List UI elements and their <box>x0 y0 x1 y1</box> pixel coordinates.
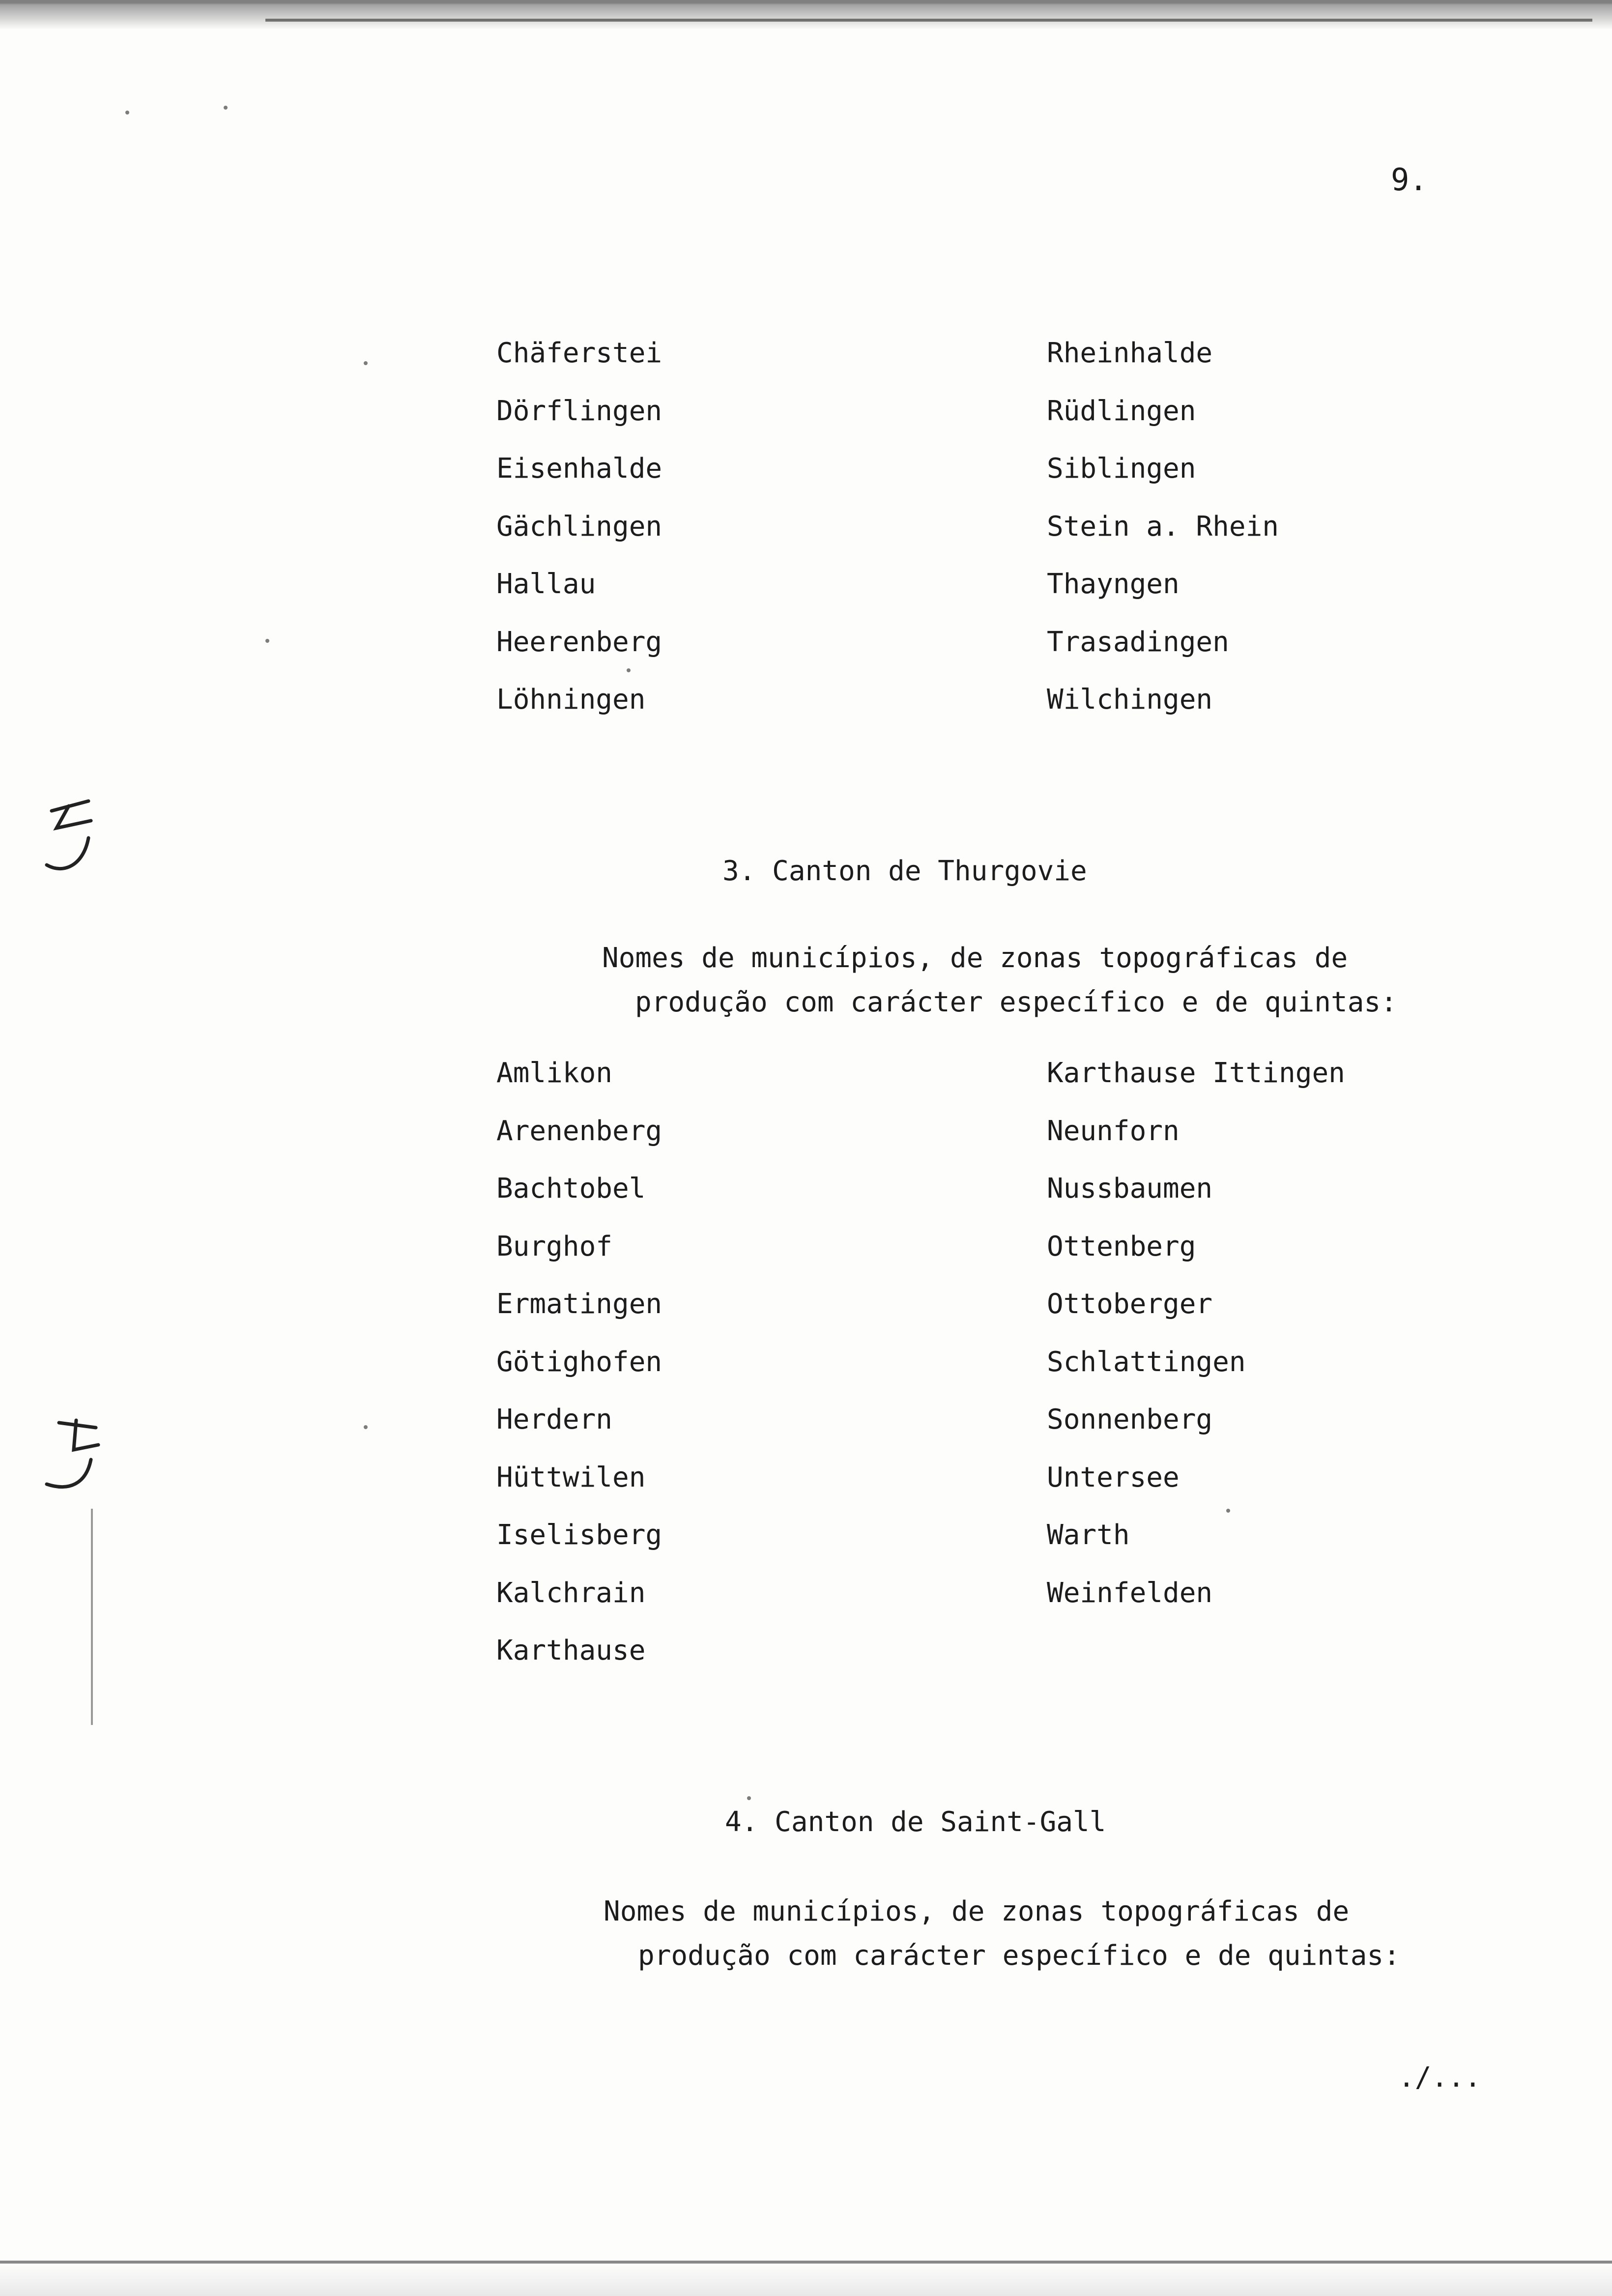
list-item: Amlikon <box>496 1057 613 1089</box>
list-item: Hüttwilen <box>496 1461 646 1493</box>
list-item: Ottoberger <box>1047 1288 1213 1320</box>
scan-speck <box>364 361 368 365</box>
scan-speck <box>364 1425 368 1429</box>
section-4-intro-line-2: produção com carácter específico e de quintas: <box>638 1940 1400 1972</box>
list-item: Herdern <box>496 1404 613 1435</box>
list-item: Karthause <box>496 1635 646 1666</box>
scan-top-line <box>265 19 1592 22</box>
list-item: Burghof <box>496 1230 613 1263</box>
margin-vertical-line <box>91 1509 93 1725</box>
list-item: Ottenberg <box>1047 1230 1196 1263</box>
section-4-heading: 4. Canton de Saint-Gall <box>725 1806 1106 1838</box>
list-item: Weinfelden <box>1047 1577 1213 1609</box>
list-item: Löhningen <box>496 684 646 716</box>
handwritten-margin-mark-icon <box>34 1410 113 1509</box>
list-item: Arenenberg <box>496 1115 662 1147</box>
section-4-intro-line-1: Nomes de municípios, de zonas topográficas de <box>604 1895 1350 1927</box>
list-item: Thayngen <box>1047 568 1180 600</box>
continuation-marker: ./... <box>1398 2062 1481 2094</box>
list-item: Gächlingen <box>496 510 662 543</box>
list-item: Schlattingen <box>1047 1346 1246 1378</box>
section-3-intro-line-1: Nomes de municípios, de zonas topográficas de <box>602 942 1348 974</box>
list-item: Stein a. Rhein <box>1047 510 1279 543</box>
list-item: Iselisberg <box>496 1519 662 1551</box>
list-item: Siblingen <box>1047 453 1196 485</box>
list-item: Hallau <box>496 568 596 600</box>
list-item: Bachtobel <box>496 1173 646 1205</box>
list-item: Götighofen <box>496 1346 662 1378</box>
list-item: Warth <box>1047 1519 1130 1551</box>
list-item: Karthause Ittingen <box>1047 1057 1345 1089</box>
scan-speck <box>265 639 269 643</box>
scan-speck <box>224 106 228 110</box>
list-item: Ermatingen <box>496 1288 662 1320</box>
page-number: 9. <box>1391 162 1428 198</box>
list-item: Neunforn <box>1047 1115 1180 1147</box>
scan-speck <box>627 668 631 672</box>
thurgovie-list-left <box>496 1044 662 1680</box>
list-item: Dörflingen <box>496 395 662 427</box>
list-item: Nussbaumen <box>1047 1173 1213 1205</box>
schaffhausen-list-left <box>496 324 662 729</box>
scan-speck <box>1226 1509 1230 1513</box>
list-item: Rheinhalde <box>1047 337 1213 369</box>
list-item: Chäferstei <box>496 337 662 369</box>
list-item: Kalchrain <box>496 1577 646 1609</box>
scan-top-edge <box>0 0 1612 29</box>
list-item: Heerenberg <box>496 626 662 658</box>
list-item: Rüdlingen <box>1047 395 1196 427</box>
handwritten-margin-mark-icon <box>29 791 108 890</box>
list-item: Eisenhalde <box>496 453 662 485</box>
list-item: Wilchingen <box>1047 684 1213 716</box>
scan-bottom-edge <box>0 2264 1612 2296</box>
schaffhausen-list-right <box>1047 324 1279 729</box>
scan-speck <box>125 111 129 115</box>
section-3-heading: 3. Canton de Thurgovie <box>722 855 1087 887</box>
thurgovie-list-right <box>1047 1044 1345 1622</box>
list-item: Sonnenberg <box>1047 1404 1213 1435</box>
list-item: Untersee <box>1047 1461 1180 1493</box>
section-3-intro-line-2: produção com carácter específico e de quintas: <box>635 986 1397 1018</box>
scan-speck <box>747 1796 751 1800</box>
list-item: Trasadingen <box>1047 626 1229 658</box>
